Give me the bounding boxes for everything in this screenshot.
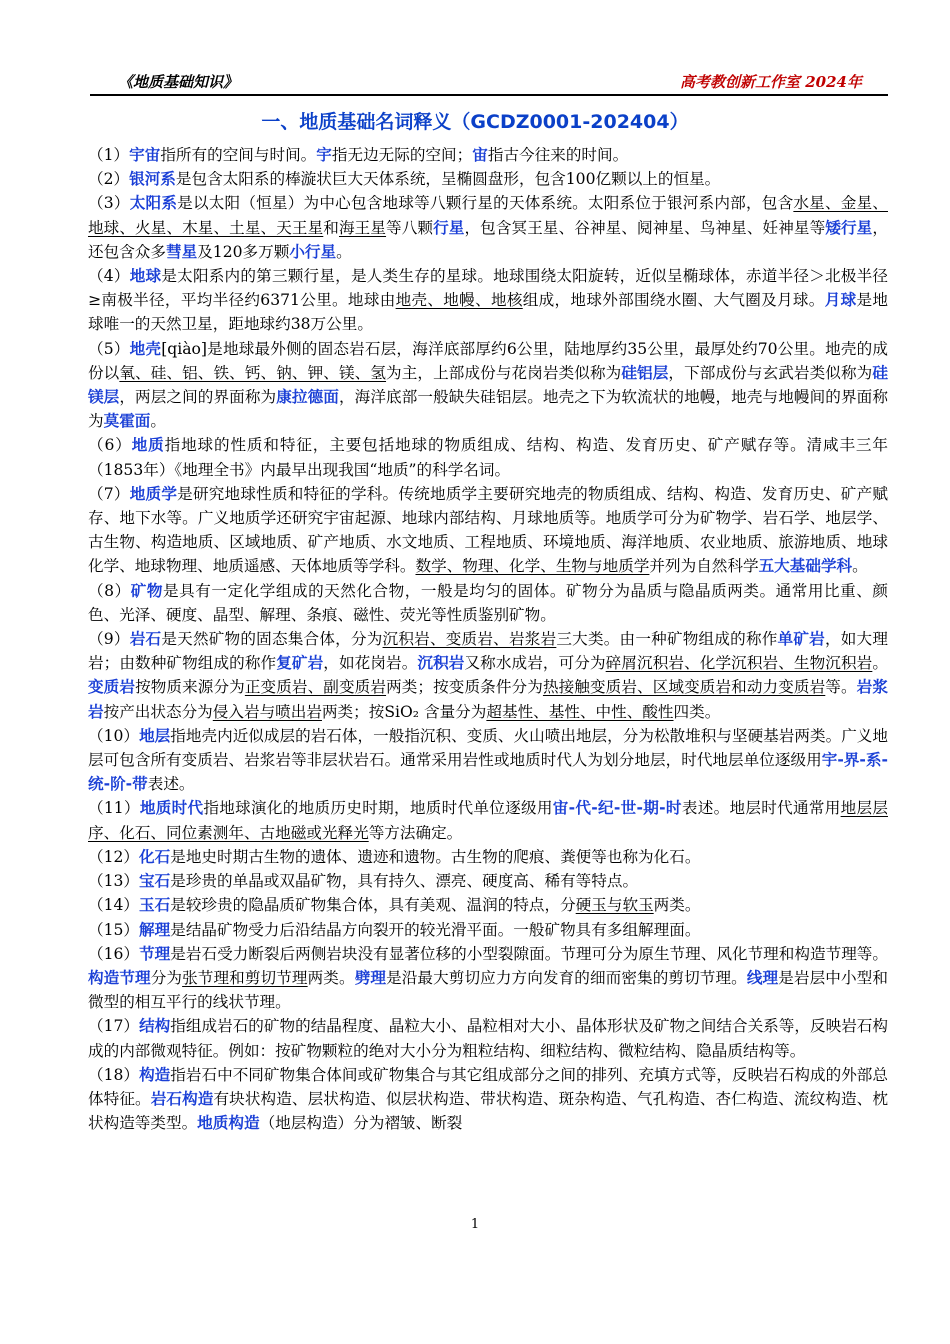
definition-paragraph [88,337,888,434]
body-text: 又称水成岩，可分为 [464,654,606,673]
body-text: （4） [88,267,130,286]
body-text: 指组成岩石的矿物的结晶程度、晶粒大小、晶粒相对大小、晶体形状及矿物之间结合关系等，反映岩石构成的内部微观特征。例如：按矿物颗粒的绝对大小分为粗粒结构、细粒结构、微粒结构、隐晶质结构等。 [88,1017,888,1060]
underlined-text: 正变质岩、副变质岩 [244,678,387,697]
underlined-text: 海王星 [338,218,387,237]
body-text: 。 [336,242,352,261]
body-text: （13） [88,872,140,891]
body-text: ，包含冥王星、谷神星、阋神星、鸟神星、妊神星等 [464,218,826,237]
body-text: 两类。 [653,896,701,915]
body-text: （11） [88,799,140,818]
body-text: 表述。 [147,775,195,794]
body-text: 两类；按SiO₂ 含量分为 [321,702,487,721]
body-text: 并列为自然科学 [649,557,759,576]
body-text: 是较珍贵的隐晶质矿物集合体，具有美观、温润的特点，分 [170,896,576,915]
body-text: ，海洋底部一般缺失硅铝层。地壳之下为软流状的地幔，地壳与地幔间的界面称为 [88,388,888,431]
body-text: 。 [852,557,868,576]
term-highlight: 太阳系 [129,194,178,213]
term-highlight: 构造 [139,1065,171,1084]
body-text: 等。 [825,678,857,697]
body-text: 是岩石受力断裂后两侧岩块没有显著位移的小型裂隙面。节理可分为原生节理、风化节理和构造节理等。 [170,944,888,963]
underlined-text: 侵入岩与喷出岩 [212,702,322,721]
body-text: 指所有的空间与时间。 [160,146,317,164]
body-text: 是太阳系内的第三颗行星，是人类生存的星球。地球围绕太阳旋转，近似呈椭球体，赤道半径＞北极半径≥南极半径，平均半径约6371公里。地球由 [88,267,888,310]
body-text: 指地球的性质和特征，主要包括地球的物质组成、结构、构造、发育历史、矿产赋存等。清咸丰三年（1853年）《地理全书》内最早出现我国“地质”的科学名词。 [88,436,888,479]
body-text: 是包含太阳系的棒漩状巨大天体系统，呈椭圆盘形，包含100亿颗以上的恒星。 [175,170,721,189]
body-text: 是具有一定化学组成的天然化合物，一般是均匀的固体。矿物分为晶质与隐晶质两类。通常用比重、颜色、光泽、硬度、晶型、解理、条痕、磁性、荧光等性质鉴别矿物。 [88,581,888,624]
body-text: 和 [323,218,339,237]
body-text: 是沿最大剪切应力方向发育的细而密集的剪切节理。 [386,968,747,987]
term-highlight: 五大基础学科 [758,557,853,576]
body-text: 指地壳内近似成层的岩石体，一般指沉积、变质、火山喷出地层，分为松散堆积与坚硬基岩两类。广义地层可包含所有变质岩、岩浆岩等非层状岩石。通常采用岩性或地质时代人为划分地层，时代地层单位逐级用 [88,726,888,770]
document-body [88,143,888,1135]
body-text: （6） [88,436,132,455]
header-right: 高考教创新工作室 2024年 [680,73,862,91]
definition-paragraph [88,1063,888,1136]
underlined-text: 热接触变质岩、区域变质岩和动力变质岩 [542,678,826,697]
term-highlight: 单矿岩 [777,630,825,649]
underlined-text: 氧、硅、铝、铁、钙、钠、钾、镁、氢 [119,363,387,382]
term-highlight: 宇 [316,146,332,164]
body-text: （1） [88,146,130,164]
body-text: （16） [88,944,140,963]
body-text: 组成，地球外部围绕水圈、大气圈及月球。 [522,291,825,310]
term-highlight: 岩浆岩 [88,678,888,721]
term-highlight: 地壳 [129,339,162,358]
body-text: 指无边无际的空间； [331,146,473,164]
underlined-text: 地壳、地幔、地核 [395,291,523,310]
term-highlight: 彗星 [165,242,198,261]
term-highlight: 节理 [139,944,171,963]
body-text: ，还包含众多 [88,218,888,261]
definition-paragraph [88,191,888,264]
body-text: 指地球演化的地质历史时期，地质时代单位逐级用 [203,799,553,818]
body-text: 四类。 [673,702,721,721]
term-highlight: 复矿岩 [276,654,324,673]
definition-paragraph [88,869,888,893]
term-highlight: 岩石 [129,630,162,649]
definition-paragraph [88,167,888,191]
body-text: 按产出状态分为 [103,702,213,721]
body-text: （2） [88,170,130,189]
body-text: 是地球唯一的天然卫星，距地球约38万公里。 [88,291,888,334]
term-highlight: 地质学 [129,484,178,503]
body-text: 是珍贵的单晶或双晶矿物，具有持久、漂亮、硬度高、稀有等特点。 [170,872,639,891]
body-text: （3） [88,194,130,213]
definition-paragraph [88,942,888,1015]
body-text: 是结晶矿物受力后沿结晶方向裂开的较光滑平面。一般矿物具有多组解理面。 [170,920,701,939]
term-highlight: 莫霍面 [103,412,151,431]
definition-paragraph [88,264,888,337]
term-highlight: 地质 [131,436,165,455]
definition-paragraph [88,143,888,167]
body-text: 是以太阳（恒星）为中心包含地球等八颗行星的天体系统。太阳系位于银河系内部，包含 [177,194,794,213]
term-highlight: 线理 [746,968,779,987]
term-highlight: 地层 [139,726,171,745]
underlined-text: 碎屑沉积岩、化学沉积岩、生物沉积岩 [605,654,873,673]
body-text: [qiào]是地球最外侧的固态岩石层，海洋底部厚约6公里，陆地厚约35公里，最厚处约70公里。地壳的成份以 [88,339,888,382]
term-highlight: 地质构造 [197,1114,260,1133]
body-text: 分为 [150,968,183,987]
body-text: （9） [88,630,130,649]
body-text: （8） [88,581,131,600]
term-highlight: 构造节理 [88,968,151,987]
underlined-text: 张节理和剪切节理 [182,968,308,987]
body-text: 及120多万颗 [197,242,290,261]
term-highlight: 宇-界-系-统-阶-带 [88,751,888,794]
term-highlight: 岩石构造 [150,1089,214,1108]
body-text: 是天然矿物的固态集合体，分为 [161,630,383,649]
body-text: 是研究地球性质和特征的学科。传统地质学主要研究地壳的物质组成、结构、构造、发育历史、矿产赋存、地下水等。广义地质学还研究宇宙起源、地球内部结构、月球地质等。地质学可分为矿物学、岩石学、地层学、古生物、构造地质、区域地质、矿产地质、水文地质、工程地质、环境地质、海洋地质、农业地质、旅游地质、地球化学、地球物理、地质遥感、天体地质等学科。 [88,484,888,576]
body-text: ，如大理岩；由数种矿物组成的称作 [88,630,888,673]
definition-paragraph [88,796,888,844]
term-highlight: 银河系 [129,170,176,189]
term-highlight: 解理 [139,920,171,939]
definition-paragraph [88,627,888,724]
body-text: 两类。 [307,968,355,987]
definition-paragraph [88,433,888,481]
body-text: ，下部成份与玄武岩类似称为 [668,363,873,382]
body-text: 有块状构造、层状构造、似层状构造、带状构造、斑杂构造、气孔构造、杏仁构造、流纹构造、枕状构造等类型。 [88,1089,888,1133]
underlined-text: 地层层序、化石、同位素测年、古地磁或光释光 [88,799,888,842]
term-highlight: 玉石 [139,896,171,915]
term-highlight: 小行星 [289,242,337,261]
definition-paragraph [88,845,888,869]
body-text: （12） [88,847,140,866]
definition-paragraph [88,1014,888,1062]
term-highlight: 矿物 [130,581,163,600]
term-highlight: 行星 [433,218,465,237]
page-number: 1 [470,1217,480,1232]
body-text: ，两层之间的界面称为 [119,388,277,407]
term-highlight: 宙 [472,146,488,164]
body-text: 指岩石中不同矿物集合体间或矿物集合与其它组成部分之间的排列、充填方式等，反映岩石构成的外部总体特征。 [88,1065,888,1108]
header-rule [90,94,888,96]
definition-paragraph [88,482,888,579]
term-highlight: 地质时代 [139,799,204,818]
body-text: 。 [872,654,888,673]
body-text: 等方法确定。 [368,823,463,842]
underlined-text: 水星、金星、地球、火星、木星、土星、天王星 [88,194,888,237]
body-text: （5） [88,339,130,358]
body-text: 两类；按变质条件分为 [386,678,543,697]
definition-paragraph [88,893,888,917]
body-text: 为主，上部成份与花岗岩类似称为 [386,363,622,382]
underlined-text: 超基性、基性、中性、酸性 [486,702,674,721]
body-text: ，如花岗岩。 [323,654,418,673]
underlined-text: 沉积岩、变质岩、岩浆岩 [382,630,557,649]
body-text: 表述。地层时代通常用 [681,799,841,818]
underlined-text: 硬玉与软玉 [575,896,654,915]
term-highlight: 硅铝层 [621,363,669,382]
body-text: 三大类。由一种矿物组成的称作 [556,630,778,649]
term-highlight: 康拉德面 [276,388,339,407]
body-text: 等八颗 [386,218,434,237]
body-text: （7） [88,484,130,503]
page-title: 一、地质基础名词释义（GCDZ0001-202404） [261,111,689,133]
term-highlight: 宙-代-纪-世-期-时 [552,799,682,818]
body-text: 按物质来源分为 [135,678,245,697]
body-text: （17） [88,1017,140,1036]
term-highlight: 结构 [139,1017,171,1036]
body-text: （18） [88,1065,140,1084]
term-highlight: 劈理 [354,968,387,987]
underlined-text: 数学、物理、化学、生物与地质学 [415,557,650,576]
definition-paragraph [88,579,888,627]
definition-paragraph [88,724,888,797]
body-text: （地层构造）分为褶皱、断裂 [259,1114,463,1133]
term-highlight: 矮行星 [825,218,873,237]
definition-paragraph [88,918,888,942]
header-left: 《地质基础知识》 [118,73,239,91]
body-text: 是岩层中小型和微型的相互平行的线状节理。 [88,968,888,1012]
term-highlight: 沉积岩 [417,654,465,673]
body-text: 是地史时期古生物的遗体、遗迹和遗物。古生物的爬痕、粪便等也称为化石。 [170,847,701,866]
body-text: （15） [88,920,140,939]
term-highlight: 宝石 [139,872,171,891]
term-highlight: 宇宙 [129,146,161,164]
term-highlight: 变质岩 [88,678,136,697]
body-text: （10） [88,726,140,745]
body-text: 。 [150,412,167,431]
term-highlight: 化石 [139,847,171,866]
term-highlight: 硅镁层 [88,363,888,407]
term-highlight: 地球 [129,267,162,286]
body-text: 指古今往来的时间。 [487,146,629,164]
term-highlight: 月球 [824,291,857,310]
body-text: （14） [88,896,140,915]
